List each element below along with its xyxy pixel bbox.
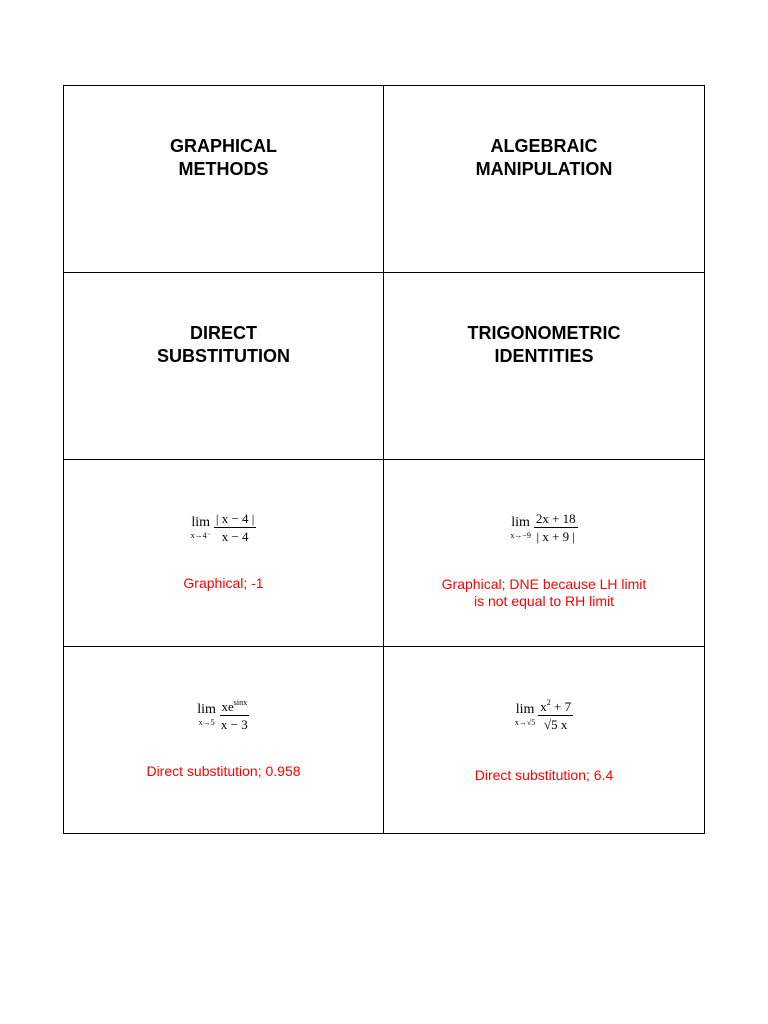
heading-line-2: METHODS: [178, 159, 269, 179]
heading-line-1: TRIGONOMETRIC: [467, 323, 621, 343]
limit-operator: [510, 516, 531, 540]
card-problem-3: [64, 647, 384, 833]
answer-text: [384, 576, 704, 610]
card-problem-1: [64, 460, 384, 647]
fraction: [219, 699, 250, 731]
numerator-rest: + 7: [550, 699, 572, 714]
limit-expression: [64, 699, 383, 731]
denominator: x − 4: [221, 529, 249, 544]
numerator: | x − 4 |: [215, 511, 255, 526]
card-trigonometric-identities: [384, 273, 704, 460]
heading-line-2: MANIPULATION: [475, 159, 613, 179]
numerator-base: xe: [221, 699, 234, 714]
card-heading: [384, 322, 704, 368]
heading-line-1: ALGEBRAIC: [490, 136, 598, 156]
lim-word: lim: [191, 514, 211, 530]
denominator: | x + 9 |: [536, 529, 576, 544]
heading-line-2: SUBSTITUTION: [157, 346, 290, 366]
denominator: √5 x: [543, 717, 568, 732]
limit-expression: [384, 699, 704, 731]
fraction: [538, 699, 573, 731]
limit-expression: [64, 512, 383, 543]
limit-operator: [197, 703, 216, 727]
card-graphical-methods: [64, 86, 384, 273]
limit-expression: [384, 512, 704, 543]
card-algebraic-manipulation: [384, 86, 704, 273]
numerator: [220, 699, 250, 716]
lim-word: lim: [515, 702, 535, 717]
limit-operator: [191, 516, 211, 540]
limit-operator: [515, 703, 535, 727]
lim-approach: x→−9: [510, 530, 531, 540]
numerator: [538, 699, 573, 716]
denominator: x − 3: [220, 717, 248, 732]
numerator-exponent: 2: [546, 698, 551, 707]
numerator-exponent: sinx: [233, 698, 248, 707]
answer-line-1: Graphical; DNE because LH limit: [441, 576, 647, 592]
card-heading: [64, 135, 383, 181]
heading-line-2: IDENTITIES: [494, 346, 594, 366]
answer-text: [384, 767, 704, 784]
heading-line-1: GRAPHICAL: [170, 136, 277, 156]
card-problem-2: [384, 460, 704, 647]
numerator-base: x: [540, 699, 547, 714]
flashcard-grid: [63, 85, 705, 834]
answer-line: Direct substitution; 6.4: [474, 767, 614, 783]
lim-word: lim: [197, 702, 216, 717]
answer-line-2: is not equal to RH limit: [473, 593, 615, 609]
answer-line: Direct substitution; 0.958: [146, 763, 301, 779]
lim-word: lim: [511, 514, 530, 530]
answer-text: [64, 575, 383, 592]
card-heading: [64, 322, 383, 368]
heading-line-1: DIRECT: [190, 323, 257, 343]
card-direct-substitution: [64, 273, 384, 460]
card-problem-4: [384, 647, 704, 833]
fraction: [534, 512, 578, 543]
card-heading: [384, 135, 704, 181]
lim-approach: x→5: [198, 718, 215, 727]
answer-line: Graphical; -1: [183, 575, 264, 591]
lim-approach: x→√5: [514, 718, 536, 727]
lim-approach: x→4⁻: [190, 530, 211, 540]
numerator: 2x + 18: [535, 511, 576, 526]
fraction: [214, 512, 257, 543]
answer-text: [64, 763, 383, 780]
